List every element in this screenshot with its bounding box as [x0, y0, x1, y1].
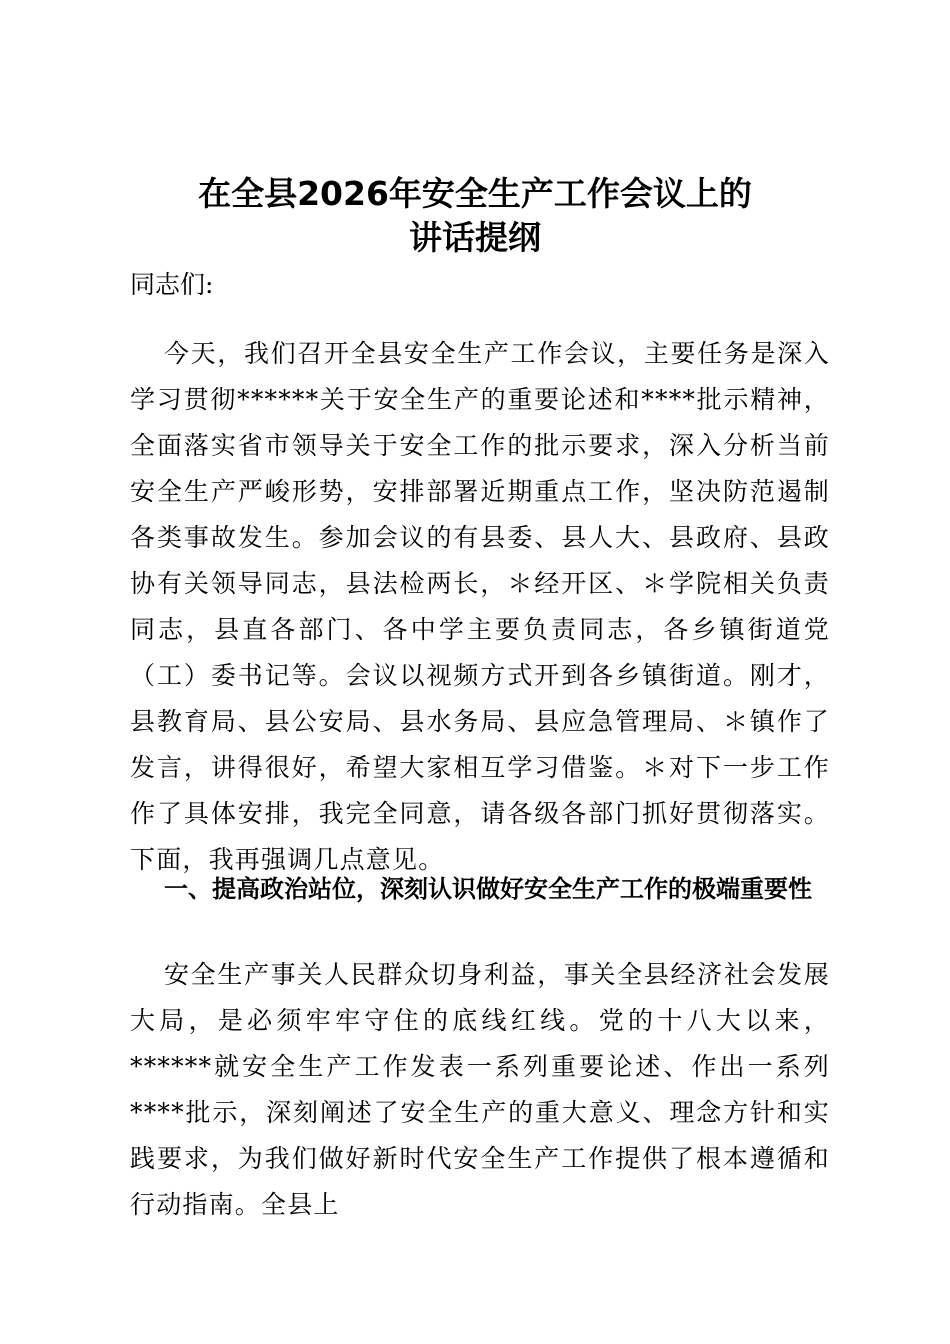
body-paragraph-1: 今天，我们召开全县安全生产工作会议，主要任务是深入学习贯彻******关于安全生产的重要论述和****批示精神，全面落实省市领导关于安全工作的批示要求，深入分析当前安全生产严峻形势，安排部署近期重点工作，坚决防范遏制各类事故发生。参加会议的有县委、县人大、县政府、县政协有关领导同志，县法检两长，＊经开区、＊学院相关负责同志，县直各部门、各中学主要负责同志，各乡镇街道党（工）委书记等。会议以视频方式开到各乡镇街道。刚才，县教育局、县公安局、县水务局、县应急管理局、＊镇作了发言，讲得很好，希望大家相互学习借鉴。＊对下一步工作作了具体安排，我完全同意，请各级各部门抓好贯彻落实。下面，我再强调几点意见。: [130, 339, 830, 874]
section-heading-1: 一、提高政治站位，深刻认识做好安全生产工作的极端重要性: [164, 875, 812, 903]
body-paragraph-2: 安全生产事关人民群众切身利益，事关全县经济社会发展大局，是必须牢牢守住的底线红线。党的十八大以来，******就安全生产工作发表一系列重要论述、作出一系列****批示，深刻阐述了安全生产的重大意义、理念方针和实践要求，为我们做好新时代安全生产工作提供了根本遵循和行动指南。全县上: [130, 960, 830, 1219]
document-title-line-1: 在全县2026年安全生产工作会议上的: [198, 174, 752, 213]
salutation: 同志们:: [130, 270, 214, 299]
document-title-line-2: 讲话提纲: [409, 218, 541, 257]
